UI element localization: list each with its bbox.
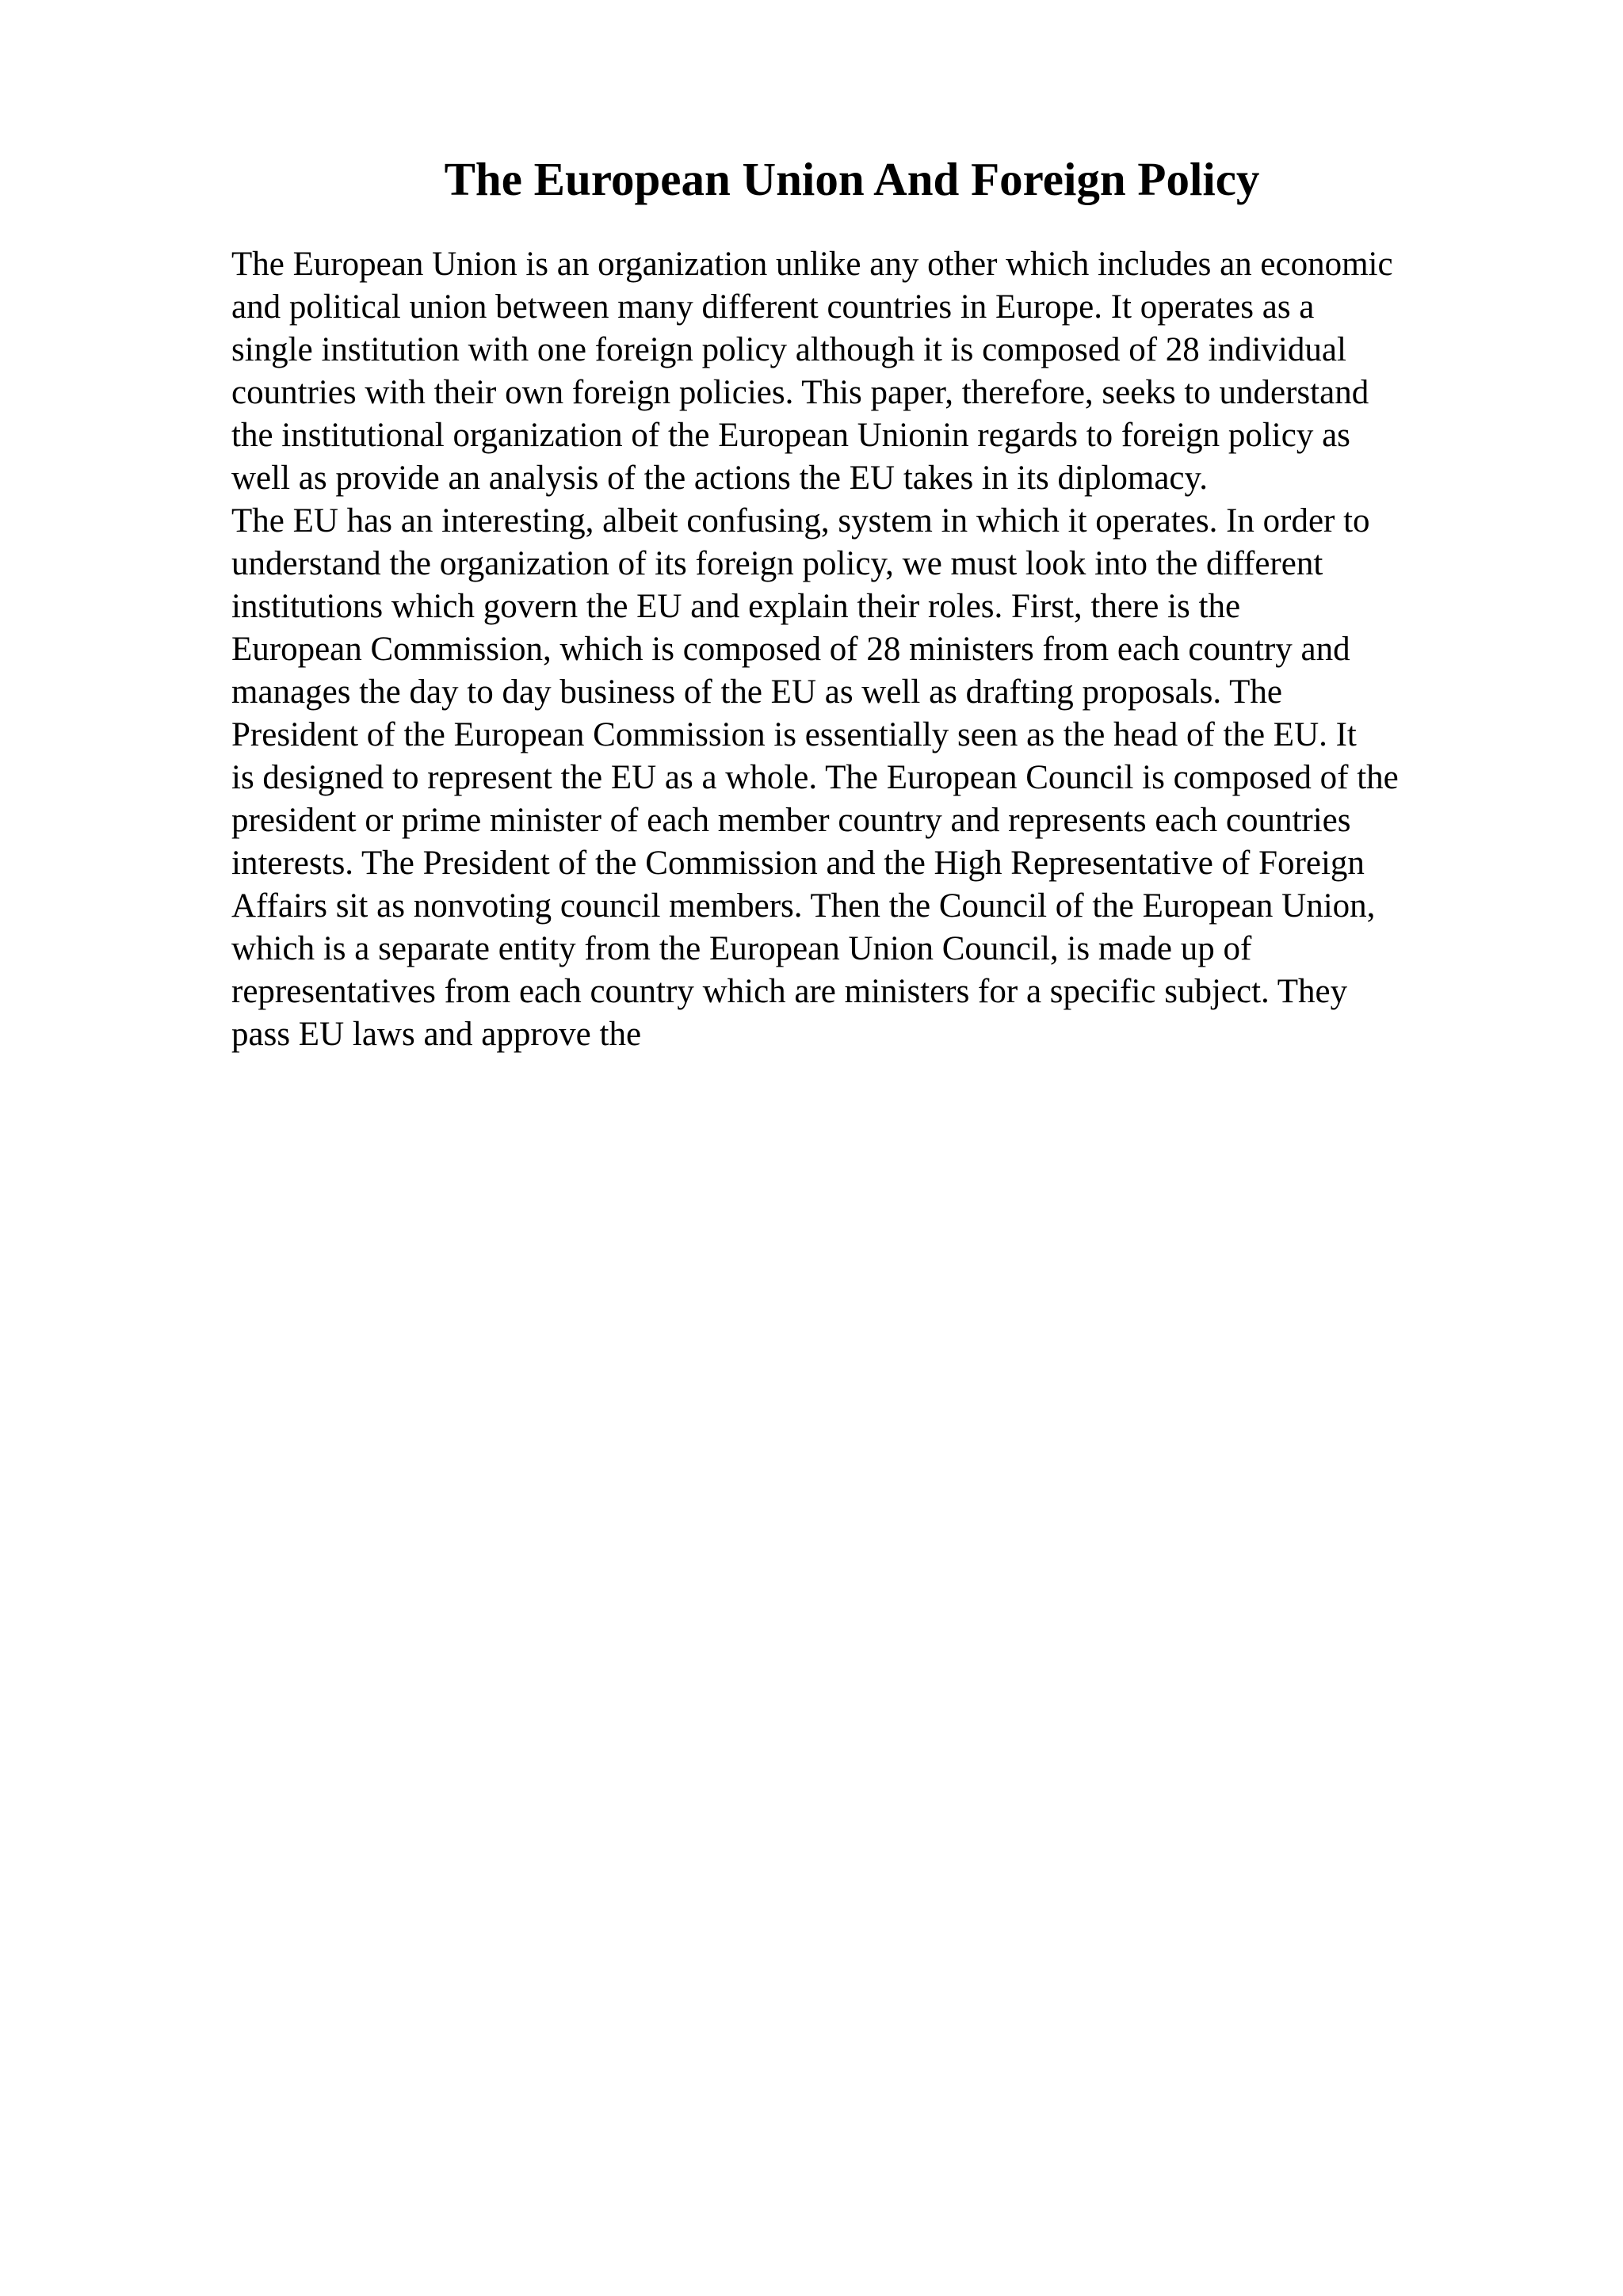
body-line: The EU has an interesting, albeit confusing, system in which it operates. In order to [231, 502, 1370, 540]
body-line: the institutional organization of the European Unionin regards to foreign policy as [231, 417, 1350, 454]
body-line: The European Union is an organization unlike any other which includes an economic [231, 246, 1393, 283]
body-line: president or prime minister of each member country and represents each countries [231, 802, 1351, 839]
document-body [231, 243, 1594, 1056]
body-line: institutions which govern the EU and explain their roles. First, there is the [231, 588, 1241, 625]
document-title: The European Union And Foreign Policy [444, 153, 1260, 205]
body-line: is designed to represent the EU as a whole. The European Council is composed of the [231, 759, 1399, 796]
body-line: representatives from each country which are ministers for a specific subject. They [231, 973, 1348, 1010]
body-line: European Commission, which is composed of 28 ministers from each country and [231, 631, 1350, 668]
body-line: well as provide an analysis of the actions the EU takes in its diplomacy. [231, 460, 1208, 497]
body-line: President of the European Commission is essentially seen as the head of the EU. It [231, 716, 1357, 753]
body-line: which is a separate entity from the European Union Council, is made up of [231, 930, 1252, 967]
body-line: Affairs sit as nonvoting council members. Then the Council of the European Union, [231, 887, 1376, 925]
body-line: manages the day to day business of the EU as well as drafting proposals. The [231, 673, 1282, 711]
body-line: and political union between many different countries in Europe. It operates as a [231, 288, 1315, 326]
body-line: countries with their own foreign policies. This paper, therefore, seeks to understand [231, 374, 1369, 411]
body-line: single institution with one foreign policy although it is composed of 28 individual [231, 331, 1346, 368]
body-line: understand the organization of its foreign policy, we must look into the different [231, 545, 1323, 582]
body-line: interests. The President of the Commission and the High Representative of Foreign [231, 845, 1365, 882]
body-line: pass EU laws and approve the [231, 1016, 642, 1053]
